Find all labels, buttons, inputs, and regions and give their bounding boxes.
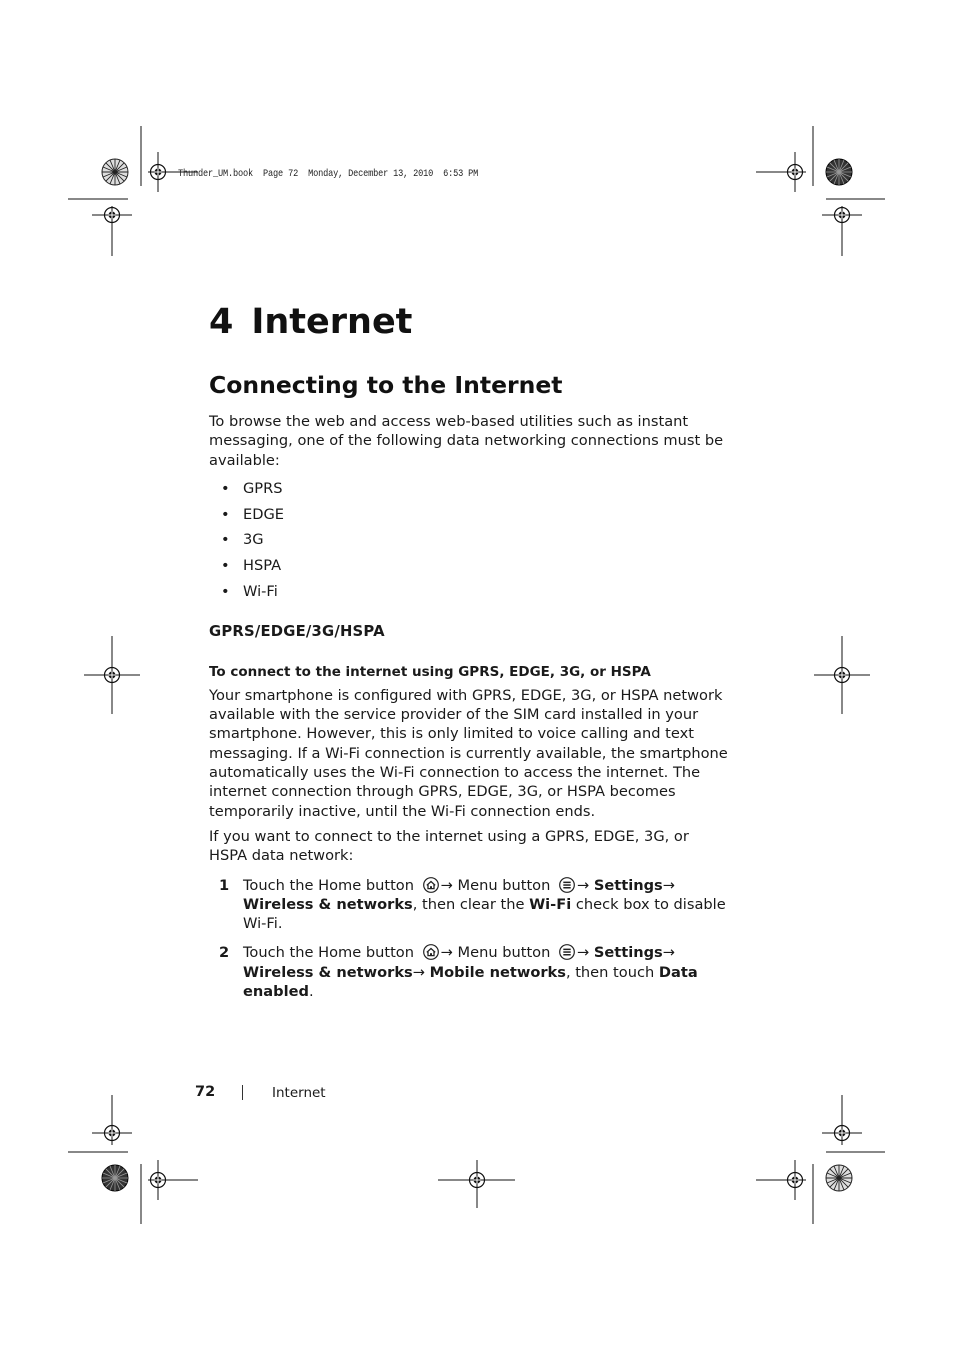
home-icon (423, 877, 439, 893)
section-title: Connecting to the Internet (209, 371, 563, 399)
procedure-title: To connect to the internet using GPRS, EDGE, 3G, or HSPA (209, 663, 651, 680)
step-item: 2 Touch the Home button → Menu button → Settings→ Wireless & networks→ Mobile networks, then touch Data enabled. (219, 944, 698, 1001)
chapter-title (209, 300, 729, 344)
subsection-title: GPRS/EDGE/3G/HSPA (209, 622, 385, 640)
body-paragraph: Your smartphone is configured with GPRS, EDGE, 3G, or HSPA network available with the service provider of the SIM card installed in your smartphone. However, this is only limited to voice calling and text messaging. If a Wi-Fi connection is currently available, the smartphone automatically uses the Wi-Fi connection to access the internet. The internet connection through GPRS, EDGE, 3G, or HSPA becomes temporarily inactive, until the Wi-Fi connection ends. (209, 686, 728, 820)
step-number: 2 (219, 944, 230, 962)
intro-paragraph: To browse the web and access web-based utilities such as instant messaging, one of the following data networking connections must be available: (209, 413, 724, 469)
list-item: • Wi-Fi (221, 583, 278, 601)
page-content (209, 300, 729, 1011)
list-item: • GPRS (221, 479, 283, 497)
menu-icon (559, 944, 575, 960)
connection-types-list (209, 476, 729, 605)
step-item: 1 Touch the Home button → Menu button → Settings→ Wireless & networks, then clear the Wi-Fi check box to disable Wi-Fi. (219, 876, 726, 933)
list-item: • HSPA (221, 557, 282, 575)
running-title: Internet (272, 1085, 326, 1101)
home-icon (423, 944, 439, 960)
page-number: 72 (195, 1084, 216, 1100)
procedure-steps (209, 876, 729, 1002)
list-item: • EDGE (221, 505, 284, 523)
footer-separator (242, 1085, 243, 1100)
chapter-title-text: Internet (251, 302, 413, 342)
list-item: • 3G (221, 531, 264, 549)
chapter-number: 4 (209, 302, 234, 342)
book-file-header: Thunder_UM.book Page 72 Monday, December 13, 2010 6:53 PM (178, 168, 479, 180)
body-paragraph: If you want to connect to the internet using a GPRS, EDGE, 3G, or HSPA data network: (209, 827, 689, 865)
menu-icon (559, 877, 575, 893)
step-number: 1 (219, 876, 230, 894)
